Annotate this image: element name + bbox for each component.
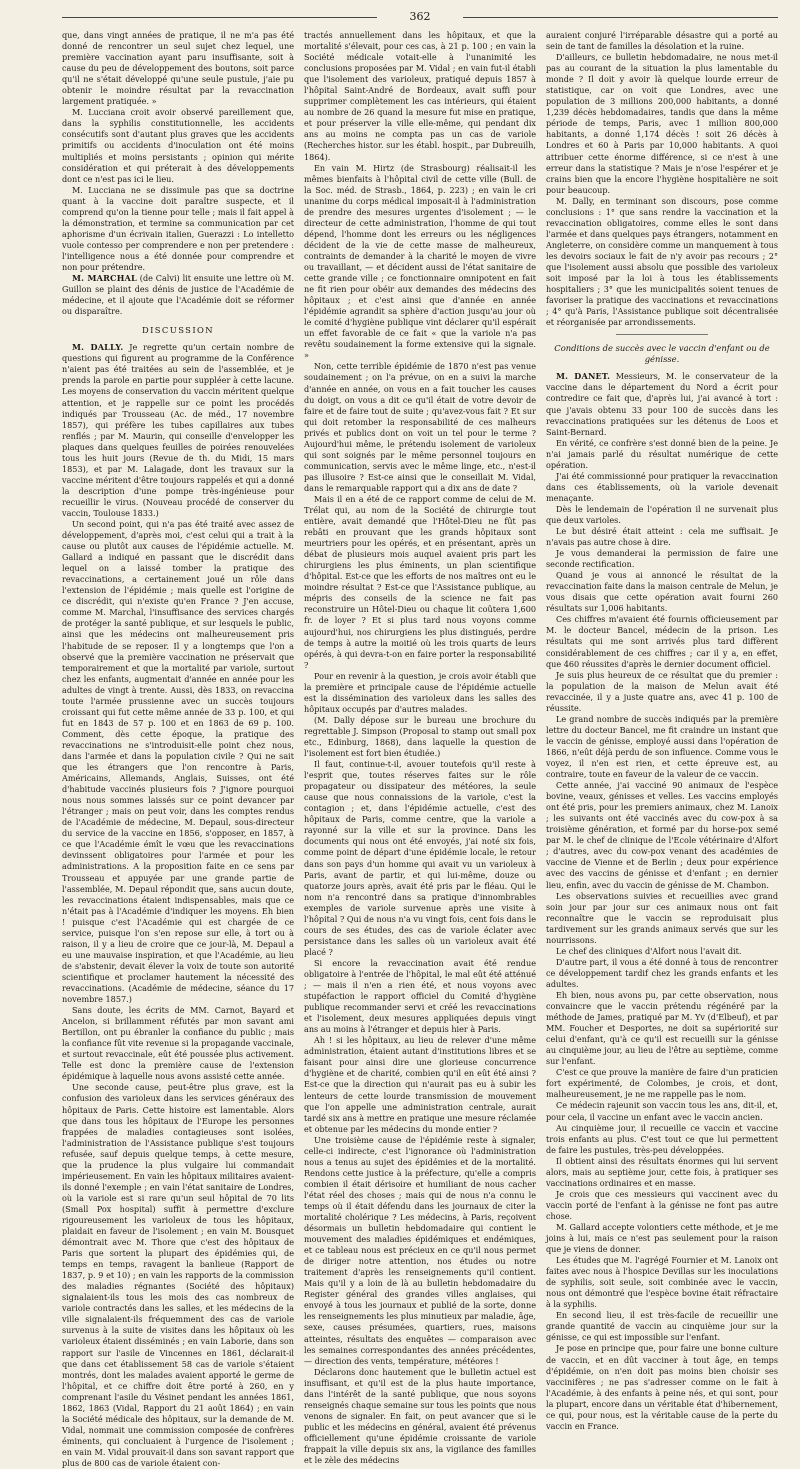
paragraph-text: Il obtient ainsi des résultats énormes qui lui servent alors, mais au septième jour, cette fois, à pratiquer ses vaccinations ordinaires et en masse. (546, 1155, 778, 1188)
paragraph-text: Une seconde cause, peut-être plus grave, est la confusion des varioleux dans les services généraux des hôpitaux de Paris. Cette histoire est lamentable. Alors que dans tous les hôpitaux de l'Europe les personnes frappées de maladies contagieuses sont isolées, l'administration de l'Assistance publique s'est toujours refusée, sauf depuis quelque temps, à cette mesure, que la prudence la plus vulgaire lui commandait impérieusement. En vain les hôpitaux militaires avaient-ils donné l'exemple ; en vain l'état sanitaire de Londres, où la variole est si rare qu'un seul hôpital de 70 lits (Small Pox hospital) suffit à permettre d'exclure rigoureusement les varioleux de tous les hôpitaux, plaidait en faveur de l'isolement ; en vain M. Bousquet démontrait avec M. Thore que c'est des hôpitaux de Paris que sortent la plupart des épidémies qui, de temps en temps, ravagent la banlieue (Rapport de 1837, p. 9 et 10) ; en vain les rapports de la commission des maladies régnantes (Société des hôpitaux) signalaient-ils tous les mois des cas nombreux de variole contractés dans les salles, et les médecins de la ville signalaient-ils fréquemment des cas de variole survenus à la suite de visites dans les hôpitaux où les varioleux étaient disséminés ; en vain Laborie, dans son rapport sur l'asile de Vincennes en 1861, déclarait-il que dans cet établissement 58 cas de variole s'étaient montrés, dont les malades avaient apporté le germe de l'hôpital, et ce chiffre doit être porté à 260, en y comprenant l'asile du Vésinet pendant les années 1861, 1862, 1863 (Vidal, Rapport du 21 août 1864) ; en vain la Société médicale des hôpitaux, sur la demande de M. Vidal, nommait une commission composée de confrères éminents, qui concluaient à l'urgence de l'isolement ; en vain M. Vidal prouvait-il dans son savant rapport que plus de 800 cas de variole étaient con- (62, 1082, 294, 1468)
paragraph-text: Eh bien, nous avons pu, par cette observation, nous convaincre que le vaccin prétendu régénéré par la méthode de James, pratiqué par M. Yv (d'Elbeuf), et par MM. Foucher et Desportes, ne doit sa supériorité sur celui d'enfant, qu'à ce qu'il est recueilli sur la génisse au cinquième jour, au lieu de l'être au septième, comme sur l'enfant. (546, 989, 778, 1067)
paragraph (546, 526, 778, 548)
paragraph (546, 504, 778, 526)
paragraph-text: Déclarons donc hautement que le bulletin actuel est insuffisant, et qu'il est de la plus haute importance, dans l'intérêt de la santé publique, que nous soyons renseignés chaque semaine sur tous les points que nous venons de signaler. En fait, on peut avancer que si le public et les médecins en général, avaient été prévenus officiellement qu'une épidémie croissante de variole frappait la ville depuis six ans, la vigilance des familles et le zèle des médecins (304, 1366, 536, 1466)
paragraph (304, 361, 536, 494)
paragraph-text: (M. Dally dépose sur le bureau une brochure du regrettable J. Simpson (Proposal to stamp out small pox etc., Edinburg, 1868), dans laquelle la question de l'isolement est fort bien étudiée.) (304, 714, 536, 759)
paragraph (546, 891, 778, 946)
section-divider (616, 334, 709, 335)
paragraph-text: Mais il en a été de ce rapport comme de celui de M. Trélat qui, au nom de la Société de chirurgie tout entière, avait demandé que l'Hôtel-Dieu ne fût pas rebâti en prouvant que les grands hôpitaux sont meurtriers pour les opérés, et en présentant, après un débat de plusieurs mois auquel avaient pris part les chirurgiens les plus éminents, un plan scientifique d'hôpital. Est-ce que les efforts de nos maîtres ont eu le moindre résultat ? Est-ce que l'Assistance publique, au mépris des conseils de la science ne fait pas reconstruire un Hôtel-Dieu ou chaque lit coûtera 1,600 fr. de loyer ? Et si plus tard nous voyons comme aujourd'hui, nos chirurgiens les plus distingués, perdre de temps à autre la moitié où les trois quarts de leurs opérés, à qui devra-t-on en faire porter la responsabilité ? (304, 493, 536, 670)
paragraph-text: Dès le lendemain de l'opération il ne survenait plus que deux varioles. (546, 503, 778, 525)
paragraph-text: En vain M. Hirtz (de Strasbourg) réalisait-il les mêmes bienfaits à l'hôpital civil de cette ville (Bull. de la Soc. méd. de Strasb., 1864, p. 223) ; en vain le cri unanime du corps médical imposait-il à l'administration de prendre des mesures urgentes d'isolement ; — le directeur de cette administration, l'homme de qui tout dépend, l'homme dont les erreurs ou les négligences décident de la vie de cette masse de malheureux, contraints de demander à la charité le moyen de vivre ou travaillant, — et décident aussi de l'état sanitaire de cette grande ville ; ce fonctionnaire omnipotent en fait ne fit rien pour obéir aux demandes des médecins des hôpitaux ; et c'est ainsi que d'année en année l'épidémie agrandit sa sphère d'action jusqu'au jour où le comité d'hygiène publique vint déclarer qu'il espérait un effet favorable de ce fait « que la variole n'a pas revêtu soudainement la forme extensive qui la signale. » (304, 162, 536, 361)
paragraph (546, 1310, 778, 1343)
paragraph (546, 1123, 778, 1156)
paragraph (546, 714, 778, 780)
paragraph-text: Pour en revenir à la question, je crois avoir établi que la première et principale cause de l'épidémie actuelle est la dissémination des varioleux dans les salles des hôpitaux occupés par d'autres malades. (304, 670, 536, 714)
paragraph (546, 371, 778, 437)
paragraph-text: Au cinquième jour, il recueille ce vaccin et vaccine trois enfants au plus. C'est tout ce que lui permettent de faire les pustules, très-peu développées. (546, 1122, 778, 1155)
paragraph-text: (de Calvi) lit ensuite une lettre où M. Guillon se plaint des dénis de justice de l'Académie de médecine, et il ajoute que l'Académie doit se réformer ou disparaître. (62, 273, 295, 317)
paragraph (62, 519, 294, 1005)
paragraph-text: Je vous demanderai la permission de faire une seconde rectification. (546, 548, 778, 570)
paragraph-text: En vérité, ce confrère s'est donné bien de la peine. Je n'ai jamais parlé du résultat numérique de cette opération. (546, 437, 778, 470)
paragraph-text: M. Dally, en terminant son discours, pose comme conclusions : 1° que sans rendre la vaccination et la revaccination obligatoires, comme elles le sont dans l'armée et dans quelques pays étrangers, notamment en Angleterre, on considère comme un manquement à tous les devoirs sociaux le fait de n'y avoir pas recours ; 2° que l'isolement aussi absolu que possible des varioleux soit imposé par la loi à tous les établissements hospitaliers ; 3° que les municipalités soient tenues de favoriser la pratique des vaccinations et revaccinations ; 4° qu'à Paris, l'Assistance publique soit décentralisée et réorganisée par arrondissements. (546, 195, 778, 328)
paragraph (304, 715, 536, 759)
paragraph (546, 1189, 778, 1222)
column-1 (62, 30, 295, 1468)
paragraph-text: Il faut, continue-t-il, avouer toutefois qu'il reste à l'esprit que, toutes réserves faites sur le rôle propagateur ou dissipateur des météores, la seule cause que nous connaissions de la variole, c'est la contagion ; et, dans l'épidémie actuelle, c'est des hôpitaux de Paris, comme centre, que la variole a rayonné sur la ville et sur la province. Dans les documents qui nous ont été envoyés, j'ai noté six fois, comme point de départ d'une épidémie locale, le retour dans son pays d'un homme qui avait vu un varioleux à Paris, avant de partir, et qui lui-même, douze ou quatorze jours après, avait été pris par le fléau. Qui le nom n'a rencontré dans sa pratique d'innombrables exemples de variole survenue après une visite à l'hôpital ? Qui de nous n'a vu vingt fois, cent fois dans le cours de ses études, des cas de variole éclater avec persistance dans les salles où un varioleux avait été placé ? (304, 759, 536, 957)
paragraph-text: Cette année, j'ai vacciné 90 animaux de l'espèce bovine, veaux, génisses et velles. Les vaccins employés ont été pris, pour les premiers animaux, chez M. Lanoix ; les suivants ont été vaccinés avec du cow-pox à sa troisième génération, et formé par du horse-pox semé par M. le chef de clinique de l'Ecole vétérinaire d'Alfort ; d'autres, avec du cow-pox venant des académies de vaccine de Vienne et de Berlin ; deux pour expérience avec des vaccins de génisse et d'enfant ; en dernier lieu, enfin, avec du vaccin de génisse de M. Chambon. (546, 780, 778, 890)
paragraph (546, 1100, 778, 1122)
paragraph (546, 52, 778, 196)
paragraph (62, 30, 294, 107)
paragraph-text: auraient conjuré l'irréparable désastre qui a porté au sein de tant de familles la désolation et la ruine. (546, 30, 778, 52)
paragraph (546, 196, 778, 329)
paragraph-text: En second lieu, il est très-facile de recueillir une grande quantité de vaccin au cinquième jour sur la génisse, ce qui est impossible sur l'enfant. (546, 1310, 778, 1343)
paragraph (304, 494, 536, 671)
column-2 (304, 30, 536, 1466)
paragraph-text: D'ailleurs, ce bulletin hebdomadaire, ne nous met-il pas au courant de la situation la plus lamentable du monde ? Il doit y avoir là quelque lourde erreur de statistique, car on voit que Londres, avec une population de 3 millions 200,000 habitants, a donné 1,239 décès hebdomadaires, tandis que dans la même période de temps, Paris, avec 1 million 800,000 habitants, a donné 1,174 décès ! soit 26 décès à Londres et 60 à Paris par 10,000 habitants. A quoi attribuer cette énorme différence, si ce n'est à une erreur dans la statistique ? Mais je n'ose l'espérer et je crains bien que la encore l'hygiène hospitalière ne soit pour beaucoup. (546, 52, 778, 195)
paragraph (304, 759, 536, 958)
paragraph-text: Le grand nombre de succès indiqués par la première lettre du docteur Bancel, me fit craindre un instant que le vaccin de génisse, employé aussi dans l'opération de 1866, n'eût déjà perdu de son influence. Comme vous le voyez, il n'en est rien, et cette épreuve est, au contraire, toute en faveur de la valeur de ce vaccin. (546, 713, 778, 780)
paragraph-text: Ce médecin rajeunit son vaccin tous les ans, dit-il, et, pour cela, il vaccine un enfant avec le vaccin ancien. (546, 1100, 778, 1122)
paragraph (546, 1222, 778, 1255)
subsection-heading: Conditions de succès avec le vaccin d'enfant ou de génisse. (554, 343, 770, 365)
paragraph-text: D'autre part, il vous a été donné à tous de rencontrer ce développement tardif chez les grands enfants et les adultes. (546, 956, 778, 989)
paragraph (546, 1156, 778, 1189)
paragraph (546, 438, 778, 471)
paragraph-text: Les observations suivies et recueillies avec grand soin jour par jour sur ces animaux nous ont fait reconnaître que le vaccin se reproduisait plus tardivement sur les grands animaux servés que sur les nourrissons. (546, 890, 778, 945)
paragraph-text: Une troisième cause de l'épidémie reste à signaler, celle-ci indirecte, c'est l'ignorance où l'administration nous a tenus au sujet des épidémies et de la mortalité. Rendons cette justice à la préfecture, qu'elle a compris combien il était dérisoire et humiliant de nous cacher l'état réel des choses ; mais qui de nous n'a connu le temps où il était défendu dans les journaux de citer la mortalité cholérique ? Les médecins, à Paris, reçoivent désormais un bulletin hebdomadaire qui contient le mouvement des maladies épidémiques et endémiques, et ce tableau nous est précieux en ce qu'il nous permet de diriger notre attention, nos études ou notre traitement d'après les renseignements qu'il contient. Mais qu'il y a loin de là au bulletin hebdomadaire du Register général des grandes villes anglaises, qui envoyé à tous les journaux et publié de la sorte, donne les renseignements les plus minutieux par maladie, âge, sexe, causes présumées, quartiers, rues, maisons atteintes, résultats des enquêtes — comparaison avec les semaines correspondantes des années précédentes, — direction des vents, température, météores ! (304, 1134, 536, 1366)
paragraph (62, 273, 294, 317)
paragraph (546, 30, 778, 52)
paragraph-text: Un second point, qui n'a pas été traité avec assez de développement, d'après moi, c'est celui qui a trait à la cause ou plutôt aux causes de l'épidémie actuelle. M. Gallard a indiqué en passant que le discrédit dans lequel on a laissé tomber la pratique des revaccinations, a certainement joué un rôle dans l'extension de l'épidémie ; mais quelle est l'origine de ce discrédit, qui n'existe qu'en France ? J'en accuse, comme M. Marchal, l'insuffisance des services chargés de protéger la santé publique, et sur lesquels le public, ainsi que les médecins ont malheureusement pris l'habitude de se reposer. Il y a longtemps que l'on a observé que la première vaccination ne préservait que temporairement et que la mortalité par variole, surtout chez les enfants, augmentait d'année en année pour les adultes de vingt à trente. Aussi, dès 1833, on revaccina toute l'armée prussienne avec un succès toujours croissant qui fut cette même année de 33 p. 100, et qui fut en 1843 de 57 p. 100 et en 1863 de 69 p. 100. Comment, dès cette époque, la pratique des revaccinations ne s'introduisit-elle point chez nous, dans l'armée et dans la population civile ? Qui ne sait que les étrangers que l'on rencontre à Paris, Américains, Allemands, Anglais, Suisses, ont été d'habitude vaccinés plusieurs fois ? J'ignore pourquoi nous nous sommes laissés sur ce point devancer par l'étranger ; mais on peut voir, dans les comptes rendus de l'Académie de médecine, M. Depaul, sous-directeur du service de la vaccine en 1856, s'opposer, en 1857, à ce que l'Académie émît le vœu que les revaccinations devinssent obligatoires pour l'armée et pour les administrations. A la proposition faite en ce sens par Trousseau et appuyée par une grande partie de l'assemblée, M. Depaul répondit que, sans aucun doute, les revaccinations étaient indispensables, mais que ce n'était pas à l'Académie d'indiquer les moyens. Eh bien ! puisque c'est l'Académie qui est chargée de ce service, puisque l'on s'en repose sur elle, à tort ou à raison, il y a lieu de croire que ce jour-là, M. Depaul a eu une mauvaise inspiration, et que l'Académie, au lieu de s'abstenir, devait élever la voix de toute son autorité scientifique et proclamer hautement la nécessité des revaccinations. (Académie de médecine, séance du 17 novembre 1857.) (62, 519, 294, 1005)
paragraph-text: Le chef des cliniques d'Alfort nous l'avait dit. (556, 945, 742, 956)
speaker-name: M. MARCHAL (72, 273, 137, 284)
paragraph-text: Les études que M. l'agrégé Fournier et M. Lanoix ont faites avec nous à l'hospice Devillas sur les inoculations de syphilis, soit seule, soit combinée avec le vaccin, nous ont démontré que l'espèce bovine était réfractaire à la syphilis. (546, 1255, 778, 1310)
paragraph-text: Le but désiré était atteint : cela me suffisait. Je n'avais pas autre chose à dire. (546, 526, 778, 548)
paragraph (546, 670, 778, 714)
paragraph-text: M. Lucciana croit avoir observé pareillement que, dans la syphilis constitutionnelle, les accidents consécutifs sont d'autant plus graves que les accidents primitifs ou accidents d'inoculation ont été moins multipliés et moins persistants ; opinion qui mérite considération et qui préterait à des développements dont ce n'est pas ici le lieu. (62, 107, 294, 184)
paragraph (62, 1005, 294, 1082)
paragraph (546, 780, 778, 890)
paragraph (304, 1135, 536, 1367)
paragraph (304, 1367, 536, 1466)
paragraph (546, 570, 778, 614)
paragraph (546, 1343, 778, 1431)
paragraph-text: C'est ce que prouve la manière de faire d'un praticien fort expérimenté, de Colombes, je crois, et dont, malheureusement, je ne me rappelle pas le nom. (546, 1067, 778, 1100)
paragraph-text: Ces chiffres m'avaient été fournis officieusement par M. le docteur Bancel, médecin de la prison. Les résultats qui me sont arrivés plus tard diffèrent considérablement de ces chiffres ; car il y a, en effet, que 460 réussites d'après le dernier document officiel. (546, 614, 778, 669)
speaker-name: M. DALLY. (72, 342, 124, 353)
paragraph (62, 342, 294, 519)
paragraph (304, 30, 536, 163)
paragraph-text: Quand je vous ai annoncé le résultat de la revaccination faite dans la maison centrale de Melun, je vous disais que cette opération avait fourni 260 résultats sur 1,006 habitants. (546, 570, 778, 614)
paragraph (546, 614, 778, 669)
speaker-name: M. DANET. (556, 371, 611, 382)
paragraph (62, 1082, 294, 1469)
header-rule-left (62, 17, 377, 18)
paragraph-text: Ah ! si les hôpitaux, au lieu de relever d'une même administration, étaient autant d'institutions libres et se faisant pour ainsi dire une glorieuse concurrence d'hygiène et de charité, combien qu'il en eût été ainsi ? Est-ce que la direction qui n'aurait pas eu à subir les lenteurs de cette lourde transmission de mouvement que l'on appelle une administration centrale, aurait tardé six ans à mettre en pratique une mesure réclamée et obtenue par les médecins du monde entier ? (304, 1035, 536, 1134)
paragraph (304, 958, 536, 1035)
paragraph (546, 548, 778, 570)
header-rule-right (463, 17, 778, 18)
paragraph (62, 107, 294, 184)
paragraph-text: Je pose en principe que, pour faire une bonne culture de vaccin, et en dût vacciner à tout âge, en temps d'épidémie, on n'en doit pas moins bien choisir ses vaccinifères ; ne pas s'adresser comme on le fait à l'Académie, à des enfants à peine nés, et qui sont, pour la plupart, encore dans un véritable état d'hibernement, ce qui, pour nous, est la véritable cause de la perte du vaccin en France. (546, 1343, 778, 1431)
paragraph (62, 185, 294, 273)
paragraph-text: M. Lucciana ne se dissimule pas que sa doctrine quant à la vaccine doit paraître suspecte, et il comprend qu'on la tienne pour telle ; mais il fait appel à la démonstration, et termine sa communication par cet aphorisme d'un écrivain italien, Guerazzi : Lo intelletto vuole contesso per comprendere e non per pretendere : l'intelligence nous a été donnée pour comprendre et non pour prétendre. (62, 184, 294, 272)
paragraph (546, 471, 778, 504)
paragraph-text: Je suis plus heureux de ce résultat que du premier : la population de la maison de Melun avait été revaccinée, il y a juste quatre ans, avec 41 p. 100 de réussite. (546, 669, 778, 713)
paragraph-text: Je regrette qu'un certain nombre de questions qui figurent au programme de la Conférence n'aient pas été traitées au sein de l'assemblée, et je prends la parole en partie pour suppléer à cette lacune. Les moyens de conservation du vaccin méritent quelque attention, et je rappelle sur ce point les procédés indiqués par Trousseau (Ac. de méd., 17 novembre 1857), qui préfère les tubes capillaires aux tubes renflés ; par M. Maurin, qui conseille d'envelopper les plaques dans quelques feuilles de poirées renouvelées tous les huit jours (Revue de th. du Midi, 15 mars 1853), et par M. Lalagade, dont les travaux sur la vaccine méritent d'être toujours rappelés et qui a donné la description d'une pompe très-ingénieuse pour recueillir le virus. (Nouveau procédé de conserver du vaccin, Toulouse 1833.) (62, 342, 295, 518)
paragraph-text: Si encore la revaccination avait été rendue obligatoire à l'entrée de l'hôpital, le mal eût été atténué ; — mais il n'en a rien été, et nous voyons avec stupéfaction le rapport officiel du Comité d'hygiène publique recommander servi et créé les revaccinations et l'isolement, deux mesures appliquées depuis vingt ans au moins à l'étranger et depuis hier à Paris. (304, 957, 536, 1035)
paragraph-text: Je crois que ces messieurs qui vaccinent avec du vaccin porté de l'enfant à la génisse ne font pas autre chose. (546, 1188, 778, 1221)
text-columns (62, 30, 778, 1468)
paragraph-text: tractés annuellement dans les hôpitaux, et que la mortalité s'élevait, pour ces cas, à 21 p. 100 ; en vain la Société médicale votait-elle à l'unanimité les conclusions proposées par M. Vidal ; en vain fut-il établi que l'isolement des varioleux, pratiqué depuis 1857 à l'hôpital Saint-André de Bordeaux, avait suffi pour supprimer complètement les cas intérieurs, qui étaient au nombre de 26 quand la mesure fut mise en pratique, et pour préserver la ville elle-même, qui pendant dix ans au moins ne compta pas un cas de variole (Recherches histor. sur les établ. hospit., par Dubreuilh, 1864). (304, 30, 536, 162)
paragraph (546, 957, 778, 990)
paragraph (304, 163, 536, 362)
paragraph-text: Sans doute, les écrits de MM. Carnot, Bayard et Ancelon, si brillamment réfutés par mon savant ami Bertillon, ont pu ébranler la confiance du public ; mais la confiance fût vite revenue si la propagande vaccinale, et surtout revaccinale, eût été poussée plus activement. Telle est donc la première cause de l'extension épidémique à laquelle nous avons assisté cette année. (62, 1005, 294, 1082)
paragraph (546, 1067, 778, 1100)
paragraph (546, 946, 778, 957)
paragraph (304, 671, 536, 715)
paragraph-text: que, dans vingt années de pratique, il ne m'a pas été donné de rencontrer un seul sujet chez lequel, une première vaccination ayant paru insuffisante, soit à cause du peu de développement des boutons, soit parce qu'il ne s'était développé qu'une seule pustule, j'aie pu obtenir le moindre résultat par la revaccination largement pratiquée. » (62, 30, 294, 107)
paragraph (546, 990, 778, 1067)
paragraph-text: J'ai été commissionné pour pratiquer la revaccination dans ces établissements, où la variole devenait menaçante. (546, 470, 778, 503)
page-number: 362 (409, 10, 431, 23)
column-3 (546, 30, 778, 1431)
section-heading: DISCUSSION (141, 325, 215, 336)
paragraph-text: M. Gallard accepte volontiers cette méthode, et je me joins à lui, mais ce n'est pas seulement pour la raison que je viens de donner. (546, 1221, 778, 1255)
paragraph (546, 1255, 778, 1310)
page-header (62, 6, 778, 28)
paragraph-text: Non, cette terrible épidémie de 1870 n'est pas venue soudainement ; on l'a prévue, on en a suivi la marche d'année en année, on vous en a fait toucher les causes du doigt, on vous a dit ce qu'il était de votre devoir de faire et de faire tout de suite ; qu'avez-vous fait ? Et sur qui doit retomber la responsabilité de ces malheurs privés et publics dont on voit un tel pour le terme ? Aujourd'hui même, le prétendu isolement de varioleux qui sont soignés par le même personnel toujours en communication, servis avec le même linge, etc., n'est-il pas illusoire ? Est-ce ainsi que le conseillait M. Vidal, dans le remarquable rapport qui a dix ans de date ? (304, 361, 536, 493)
paragraph (304, 1035, 536, 1134)
paragraph-text: Messieurs, M. le conservateur de la vaccine dans le département du Nord a écrit pour contredire ce fait que, d'après lui, j'ai avancé à tort : que j'avais obtenu 33 pour 100 de succès dans les revaccinations pratiquées sur les détenus de Loos et Saint-Bernard. (546, 371, 778, 437)
